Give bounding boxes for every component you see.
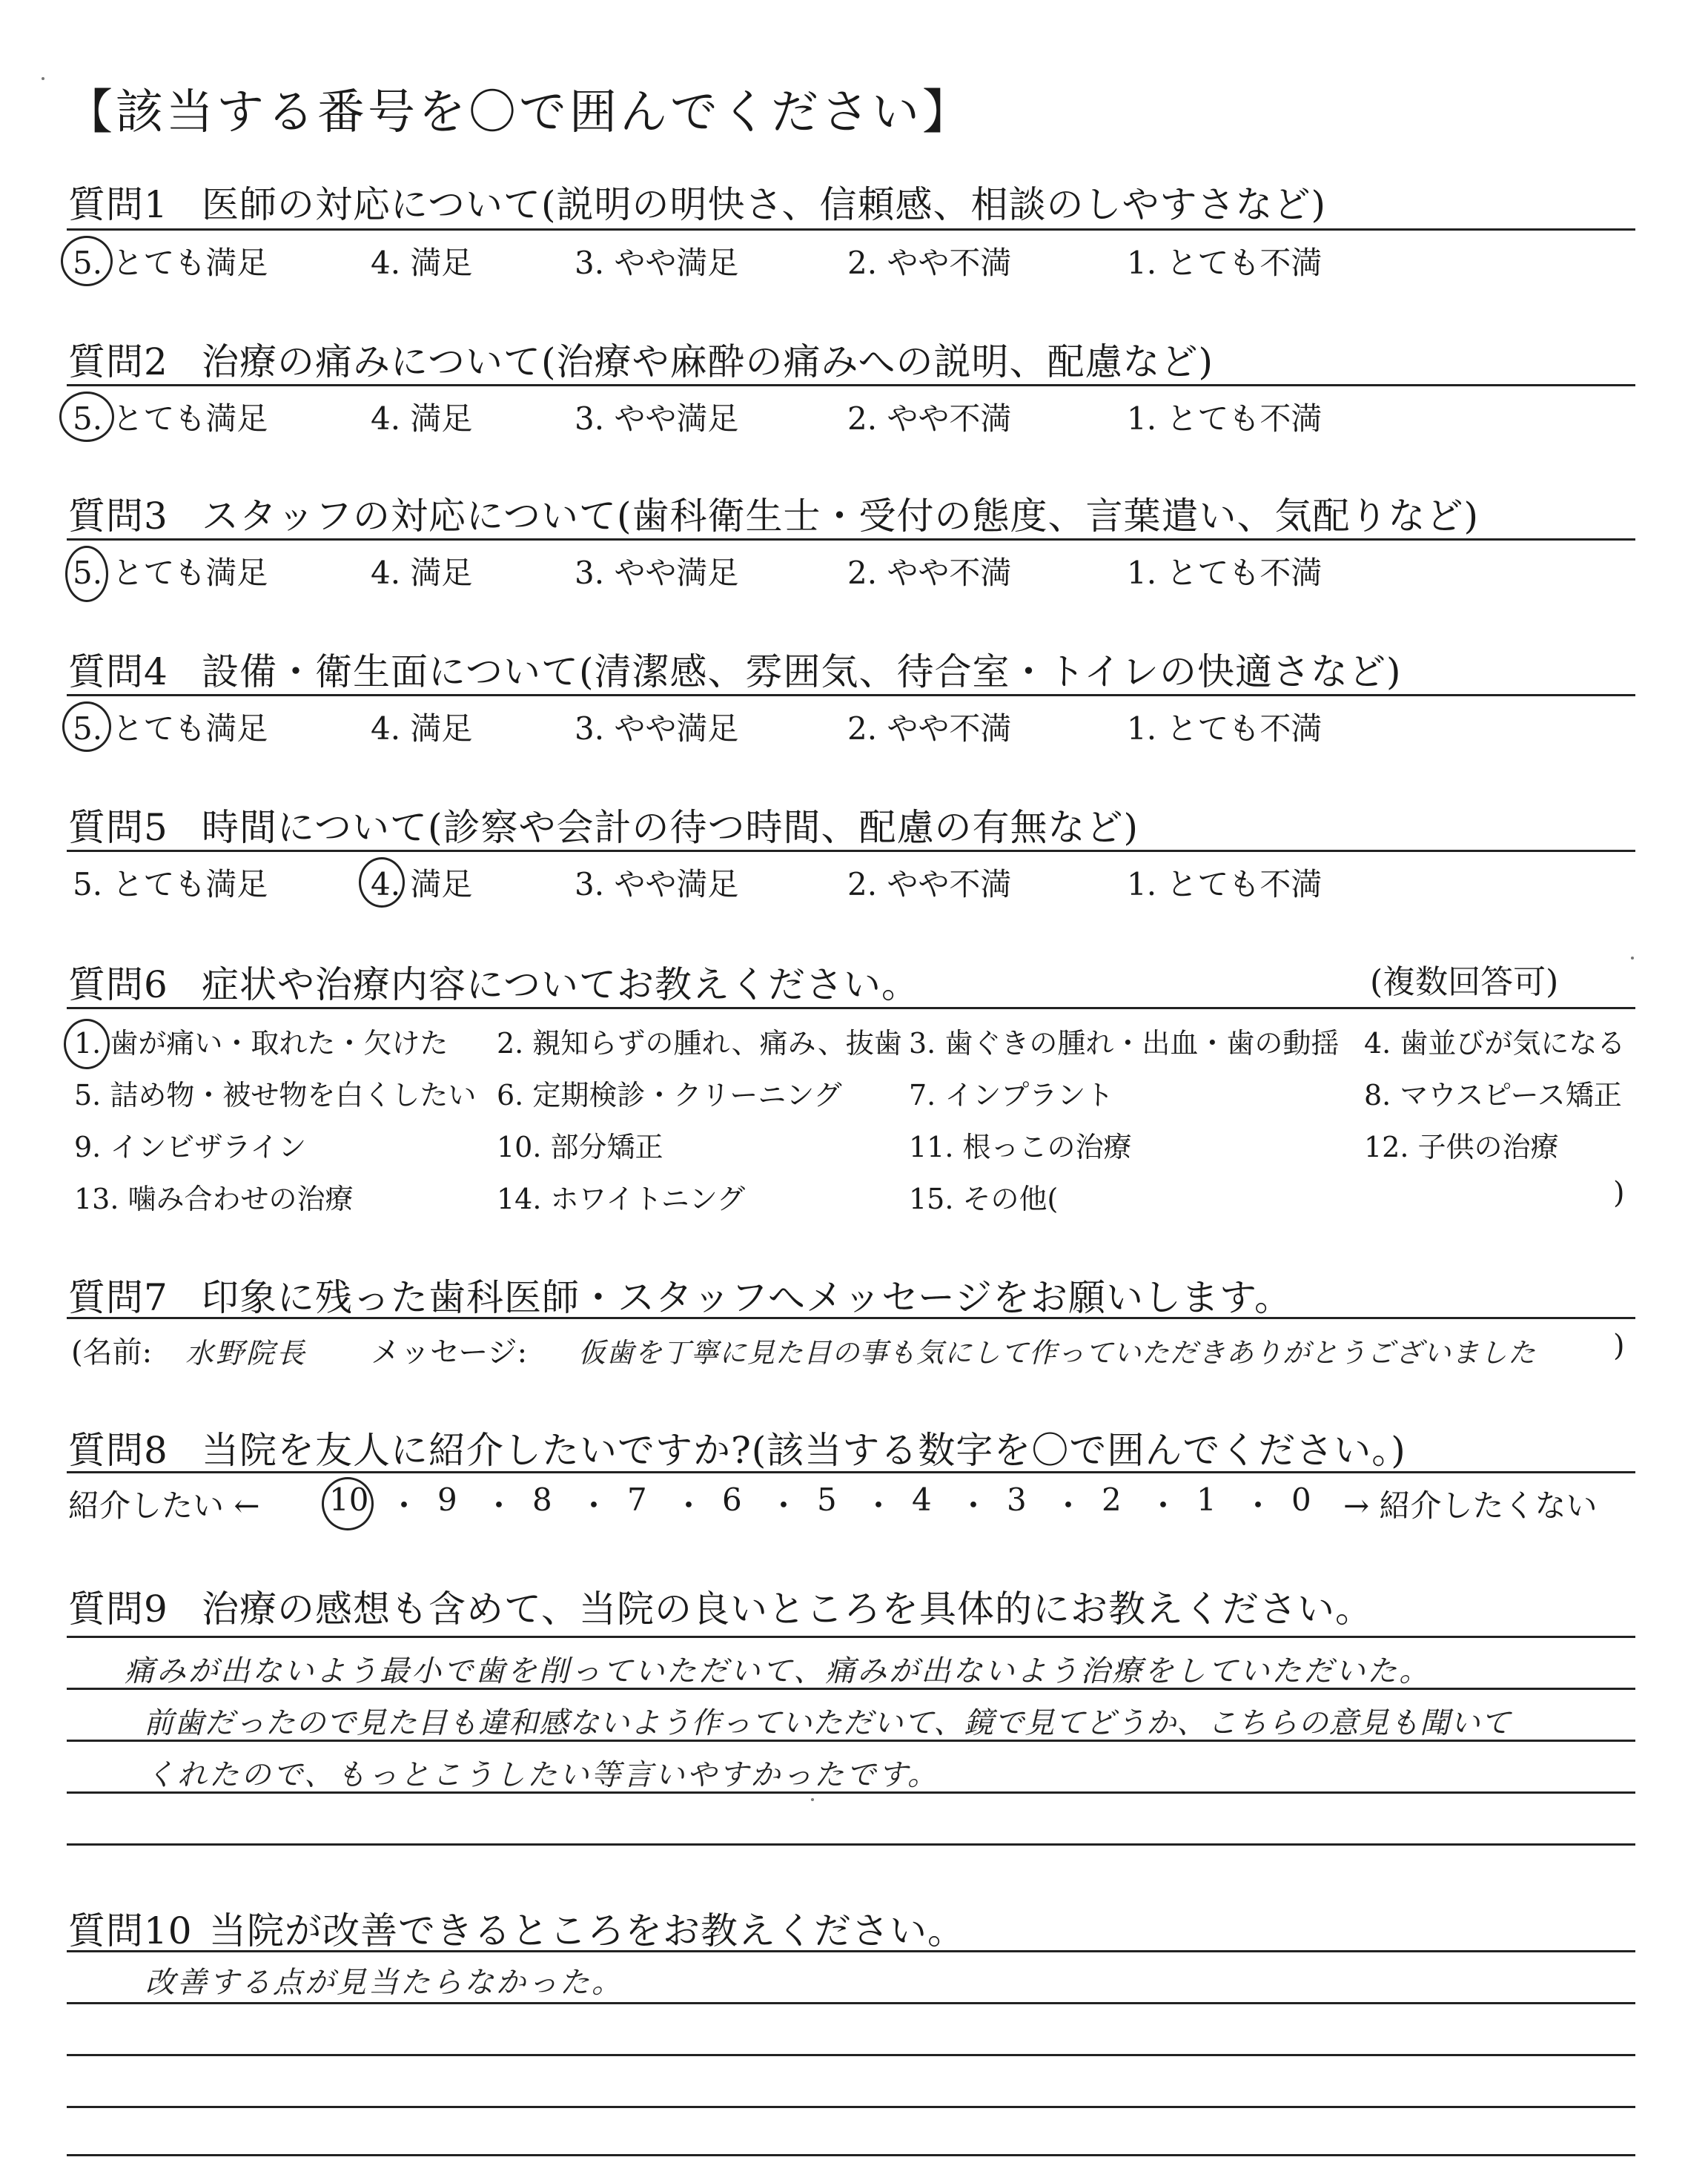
q3-option-4[interactable]: 4. 満足: [371, 555, 473, 591]
q4-option-5[interactable]: 5. とても満足: [73, 710, 268, 747]
answer-line: [67, 2154, 1635, 2156]
question-1-text: 医師の対応について(説明の明快さ、信頼感、相談のしやすさなど): [202, 183, 1327, 226]
answer-line: [67, 2002, 1635, 2004]
name-value[interactable]: 水野院長: [185, 1337, 308, 1370]
q6-option-14[interactable]: 14. ホワイトニング: [497, 1183, 746, 1215]
q4-answer-circle: [62, 701, 111, 752]
q1-option-3[interactable]: 3. やや満足: [575, 245, 739, 281]
scale-separator: ・: [673, 1487, 705, 1524]
q9-answer-line-3[interactable]: くれたので、もっとこうしたい等言いやすかったです。: [145, 1758, 939, 1792]
question-4-rule: [67, 694, 1635, 696]
scale-separator: ・: [958, 1487, 990, 1524]
scale-separator: ・: [1242, 1487, 1274, 1524]
q4-option-2[interactable]: 2. やや不満: [847, 710, 1012, 747]
q6-option-8[interactable]: 8. マウスピース矯正: [1364, 1079, 1622, 1112]
scale-9[interactable]: 9: [437, 1482, 457, 1518]
q4-option-3[interactable]: 3. やや満足: [575, 710, 739, 747]
question-6-number: 質問6: [68, 963, 168, 1006]
q6-option-12[interactable]: 12. 子供の治療: [1364, 1131, 1559, 1163]
question-3-number: 質問3: [68, 495, 168, 538]
answer-line: [67, 2106, 1635, 2108]
q9-answer-line-1[interactable]: 痛みが出ないよう最小で歯を削っていただいて、痛みが出ないよう治療をしていただいた。: [125, 1654, 1431, 1688]
scale-separator: ・: [863, 1487, 895, 1524]
q5-option-2[interactable]: 2. やや不満: [847, 866, 1012, 902]
multiple-answers-note: (複数回答可): [1370, 963, 1559, 1001]
question-3-title: [68, 486, 1479, 540]
question-5-text: 時間について(診察や会計の待つ時間、配慮の有無など): [202, 806, 1139, 849]
question-8-number: 質問8: [68, 1429, 168, 1472]
scale-right-label: → 紹介したくない: [1343, 1487, 1598, 1524]
scale-separator: ・: [388, 1487, 420, 1524]
q2-option-3[interactable]: 3. やや満足: [575, 400, 739, 437]
message-close-paren: ): [1613, 1329, 1625, 1363]
q6-option-15[interactable]: 15. その他(: [909, 1183, 1059, 1215]
q5-option-3[interactable]: 3. やや満足: [575, 866, 739, 902]
q6-answer-circle: [64, 1019, 110, 1069]
q5-option-4[interactable]: 4. 満足: [371, 866, 473, 902]
question-6-rule: [67, 1007, 1635, 1009]
q2-option-2[interactable]: 2. やや不満: [847, 400, 1012, 437]
name-label: (名前:: [71, 1335, 153, 1370]
q5-answer-circle: [359, 857, 405, 908]
question-10-text: 当院が改善できるところをお教えください。: [209, 1909, 965, 1952]
scale-0[interactable]: 0: [1291, 1482, 1311, 1518]
q6-option-3[interactable]: 3. 歯ぐきの腫れ・出血・歯の動揺: [909, 1027, 1340, 1060]
question-2-title: [68, 332, 1214, 386]
instruction-heading: 【該当する番号を〇で囲んでください】: [65, 85, 973, 140]
question-9-rule: [67, 1636, 1635, 1638]
scan-speck: [1631, 957, 1634, 960]
q6-other-close-paren: ): [1613, 1176, 1625, 1210]
answer-line: [67, 1791, 1635, 1794]
scale-3[interactable]: 3: [1007, 1482, 1027, 1518]
question-9-text: 治療の感想も含めて、当院の良いところを具体的にお教えください。: [202, 1588, 1373, 1631]
question-7-title: [68, 1268, 1292, 1321]
question-5-rule: [67, 850, 1635, 852]
q6-option-7[interactable]: 7. インプラント: [909, 1079, 1114, 1112]
scan-speck: [811, 1798, 814, 1801]
q4-option-4[interactable]: 4. 満足: [371, 710, 473, 747]
q6-option-4[interactable]: 4. 歯並びが気になる: [1364, 1027, 1626, 1060]
q2-answer-circle: [59, 392, 114, 442]
scale-1[interactable]: 1: [1196, 1482, 1217, 1518]
q3-answer-circle: [65, 546, 108, 602]
q6-option-6[interactable]: 6. 定期検診・クリーニング: [497, 1079, 842, 1112]
answer-line: [67, 1843, 1635, 1846]
q6-option-5[interactable]: 5. 詰め物・被せ物を白くしたい: [74, 1079, 477, 1112]
q6-option-2[interactable]: 2. 親知らずの腫れ、痛み、抜歯: [497, 1027, 902, 1060]
question-1-rule: [67, 228, 1635, 231]
scale-6[interactable]: 6: [722, 1482, 742, 1518]
q3-option-5[interactable]: 5. とても満足: [73, 555, 268, 591]
q6-option-13[interactable]: 13. 噛み合わせの治療: [74, 1183, 354, 1215]
question-6-text: 症状や治療内容についてお教えください。: [202, 963, 919, 1006]
answer-line: [67, 1740, 1635, 1742]
q1-answer-circle: [61, 236, 113, 286]
scan-speck: [42, 77, 44, 80]
question-1-number: 質問1: [68, 183, 168, 226]
q4-option-1[interactable]: 1. とても不満: [1127, 710, 1323, 747]
question-4-text: 設備・衛生面について(清潔感、雰囲気、待合室・トイレの快適さなど): [202, 650, 1402, 693]
question-2-number: 質問2: [68, 340, 168, 383]
question-5-title: [68, 798, 1139, 851]
q2-option-5[interactable]: 5. とても満足: [73, 400, 268, 437]
scale-4[interactable]: 4: [912, 1482, 932, 1518]
question-6-title: [68, 955, 919, 1008]
question-10-rule: [67, 1950, 1635, 1952]
answer-line: [67, 2054, 1635, 2056]
message-value[interactable]: 仮歯を丁寧に見た目の事も気にして作っていただきありがとうございました: [578, 1337, 1536, 1369]
q5-option-5[interactable]: 5. とても満足: [73, 866, 268, 902]
q3-option-2[interactable]: 2. やや不満: [847, 555, 1012, 591]
q6-option-9[interactable]: 9. インビザライン: [74, 1131, 307, 1163]
question-5-number: 質問5: [68, 806, 168, 849]
scale-left-label: 紹介したい ←: [68, 1487, 260, 1524]
q10-answer-line-1[interactable]: 改善する点が見当たらなかった。: [145, 1966, 623, 2000]
question-8-title: [68, 1421, 1406, 1474]
question-4-title: [68, 642, 1402, 696]
scale-separator: ・: [578, 1487, 610, 1524]
q5-option-1[interactable]: 1. とても不満: [1127, 866, 1323, 902]
question-8-rule: [67, 1471, 1635, 1473]
scale-7[interactable]: 7: [627, 1482, 647, 1518]
q6-option-10[interactable]: 10. 部分矯正: [497, 1131, 663, 1163]
q3-option-3[interactable]: 3. やや満足: [575, 555, 739, 591]
question-10-number: 質問10: [68, 1909, 193, 1952]
q3-option-1[interactable]: 1. とても不満: [1127, 555, 1323, 591]
scale-2[interactable]: 2: [1102, 1482, 1122, 1518]
question-1-title: [68, 175, 1326, 228]
scale-5[interactable]: 5: [817, 1482, 837, 1518]
question-2-text: 治療の痛みについて(治療や麻酔の痛みへの説明、配慮など): [202, 340, 1214, 383]
q1-option-5[interactable]: 5. とても満足: [73, 245, 268, 281]
q6-option-1[interactable]: 1. 歯が痛い・取れた・欠けた: [74, 1027, 448, 1060]
q1-option-1[interactable]: 1. とても不満: [1127, 245, 1323, 281]
q1-option-4[interactable]: 4. 満足: [371, 245, 473, 281]
question-7-rule: [67, 1317, 1635, 1319]
q8-answer-circle: [322, 1477, 374, 1530]
scale-separator: ・: [483, 1487, 515, 1524]
question-4-number: 質問4: [68, 650, 168, 693]
question-3-rule: [67, 538, 1635, 541]
scale-separator: ・: [768, 1487, 800, 1524]
scale-10[interactable]: 10: [329, 1482, 369, 1518]
q6-option-11[interactable]: 11. 根っこの治療: [909, 1131, 1132, 1163]
message-label: メッセージ:: [371, 1335, 528, 1370]
question-2-rule: [67, 384, 1635, 386]
scale-separator: ・: [1053, 1487, 1085, 1524]
question-3-text: スタッフの対応について(歯科衛生士・受付の態度、言葉遣い、気配りなど): [202, 495, 1480, 538]
scale-8[interactable]: 8: [532, 1482, 552, 1518]
q1-option-2[interactable]: 2. やや不満: [847, 245, 1012, 281]
q2-option-1[interactable]: 1. とても不満: [1127, 400, 1323, 437]
question-9-number: 質問9: [68, 1588, 168, 1631]
scale-separator: ・: [1148, 1487, 1179, 1524]
question-9-title: [68, 1579, 1373, 1633]
question-8-text: 当院を友人に紹介したいですか?(該当する数字を〇で囲んでください。): [202, 1429, 1406, 1472]
answer-line: [67, 1688, 1635, 1690]
q9-answer-line-2[interactable]: 前歯だったので見た目も違和感ないよう作っていただいて、鏡で見てどうか、こちらの意見も聞いて: [144, 1706, 1512, 1740]
q2-option-4[interactable]: 4. 満足: [371, 400, 473, 437]
question-7-number: 質問7: [68, 1276, 168, 1319]
question-7-text: 印象に残った歯科医師・スタッフへメッセージをお願いします。: [202, 1276, 1292, 1319]
question-10-title: [68, 1901, 965, 1955]
